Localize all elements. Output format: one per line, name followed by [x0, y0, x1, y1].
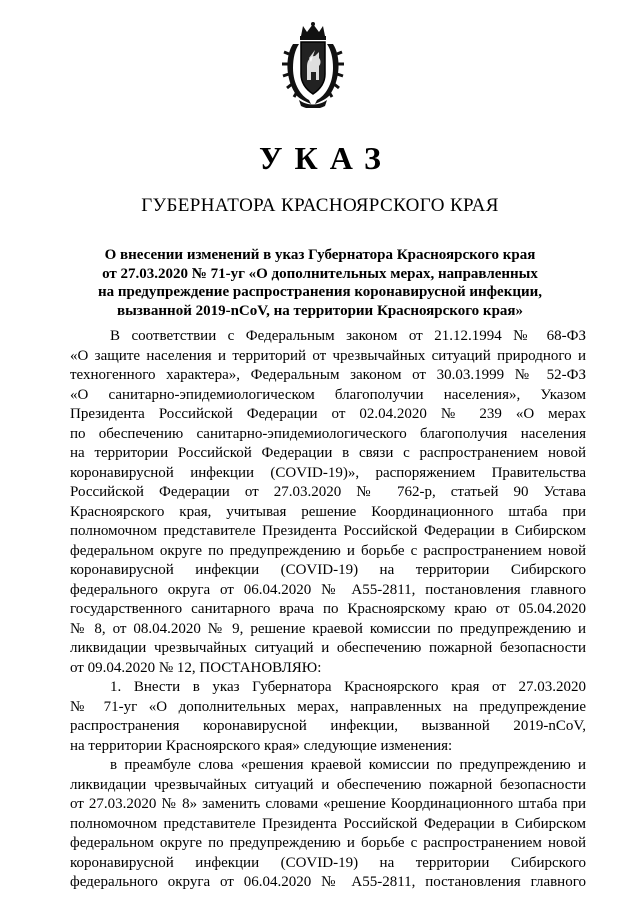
- body-line: полномочном представителе Президента Российской Федерации в Сибирском: [70, 815, 586, 832]
- body-line: федерального округа от 06.04.2020 № А55-2811, постановления главного: [70, 581, 586, 598]
- krasnoyarsk-coat-of-arms-icon: [281, 22, 345, 108]
- body-line: по обеспечению санитарно-эпидемиологического благополучия населения: [70, 425, 586, 442]
- body-line: федеральном округе по предупреждению и борьбе с распространением новой: [70, 542, 586, 559]
- body-line: Президента Российской Федерации от 02.04.2020 № 239 «О мерах: [70, 406, 586, 422]
- heading-line: от 27.03.2020 № 71-уг «О дополнительных мерах, направленных: [102, 265, 538, 282]
- body-line: № 8, от 08.04.2020 № 9, решение краевой комиссии по предупреждению и: [70, 620, 586, 637]
- body-line: в преамбуле слова «решения краевой комиссии по предупреждению и: [110, 757, 586, 773]
- body-line: коронавирусной инфекции (COVID-19)», распоряжением Правительства: [70, 464, 586, 481]
- body-line: полномочном представителе Президента Российской Федерации в Сибирском: [70, 523, 586, 539]
- body-line: техногенного характера», Федеральным законом от 30.03.1999 № 52-ФЗ: [70, 367, 586, 383]
- body-line: ликвидации чрезвычайных ситуаций и обеспечению пожарной безопасности: [70, 776, 586, 793]
- body-line: В соответствии с Федеральным законом от 21.12.1994 № 68-ФЗ: [110, 328, 586, 344]
- body-line: федерального округа от 06.04.2020 № А55-2811, постановления главного: [70, 874, 586, 890]
- decree-heading: [80, 246, 560, 320]
- body-line: от 09.04.2020 № 12, ПОСТАНОВЛЯЮ:: [70, 659, 322, 676]
- body-line: № 71-уг «О дополнительных мерах, направленных на предупреждение: [70, 698, 586, 715]
- body-line: 1. Внести в указ Губернатора Красноярского края от 27.03.2020: [110, 679, 586, 695]
- document-subtitle: ГУБЕРНАТОРА КРАСНОЯРСКОГО КРАЯ: [141, 195, 499, 216]
- body-line: коронавирусной инфекции (COVID-19) на территории Сибирского: [70, 562, 586, 578]
- body-line: от 27.03.2020 № 8» заменить словами «решение Координационного штаба при: [70, 796, 586, 812]
- body-line: «О санитарно-эпидемиологическом благополучии населения», Указом: [70, 386, 586, 403]
- body-line: федеральном округе по предупреждению и борьбе с распространением новой: [70, 835, 586, 851]
- document-title: УКАЗ: [259, 140, 393, 176]
- body-line: государственного санитарного врача по Красноярскому краю от 05.04.2020: [70, 601, 586, 617]
- body-line: Красноярского края, учитывая решение Координационного штаба при: [70, 503, 586, 520]
- heading-line: вызванной 2019-nCoV, на территории Красноярского края»: [116, 302, 524, 319]
- body-line: на территории Красноярского края» следующие изменения:: [70, 737, 453, 754]
- body-line: «О защите населения и территорий от чрезвычайных ситуаций природного и: [70, 347, 586, 364]
- body-line: коронавирусной инфекции (COVID-19) на территории Сибирского: [70, 854, 586, 871]
- decree-body: [70, 327, 586, 893]
- heading-line: О внесении изменений в указ Губернатора Красноярского края: [104, 247, 536, 263]
- body-line: на территории Российской Федерации в связи с распространением новой: [70, 445, 586, 461]
- body-line: ликвидации чрезвычайных ситуаций и обеспечению пожарной безопасности: [70, 640, 586, 656]
- heading-line: на предупреждение распространения коронавирусной инфекции,: [97, 284, 543, 300]
- body-line: Российской Федерации от 27.03.2020 № 762-р, статьей 90 Устава: [70, 484, 586, 500]
- body-line: распространения коронавирусной инфекции, вызванной 2019-nCoV,: [70, 718, 586, 734]
